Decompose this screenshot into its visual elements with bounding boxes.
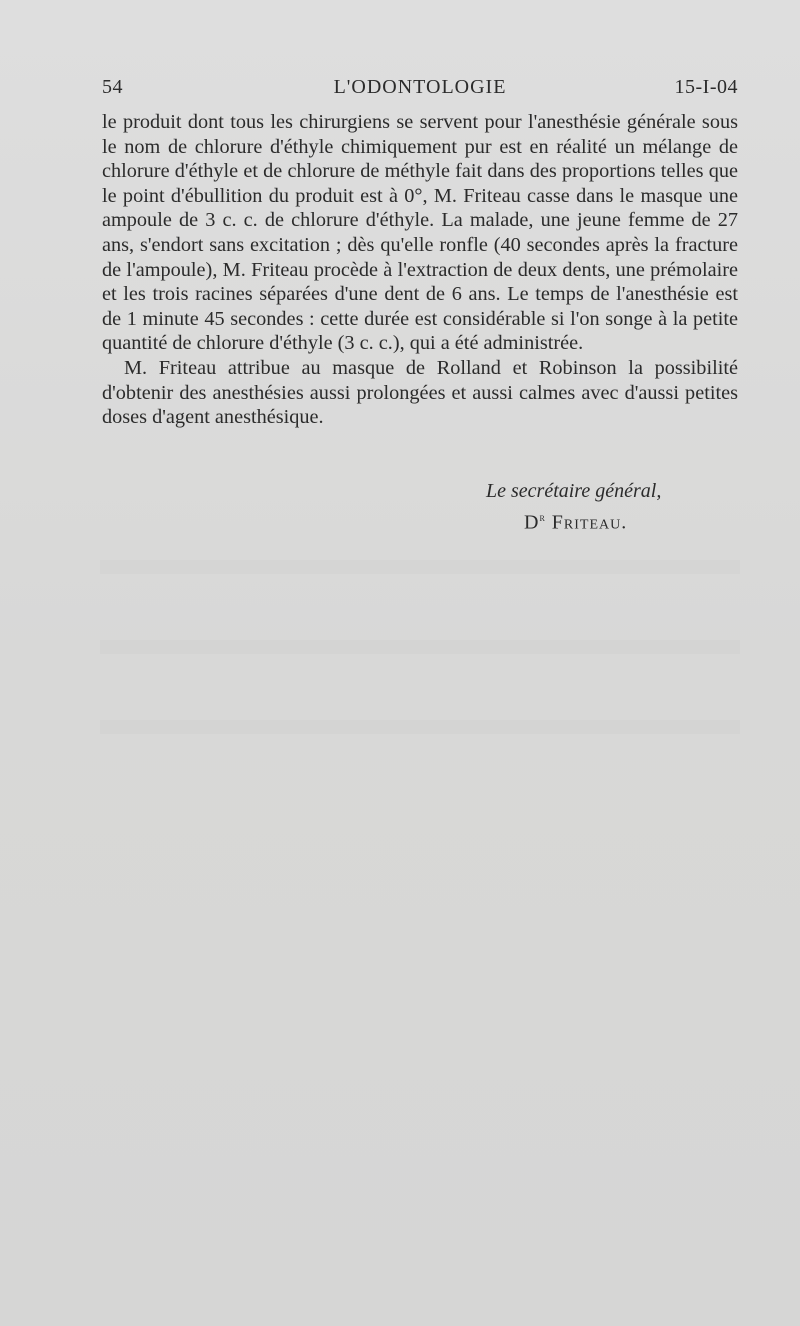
article-body [102,110,738,430]
bleed-through-shadow [100,640,740,654]
signature-surname: Friteau. [551,511,628,534]
issue-date: 15-I-04 [674,76,738,98]
paragraph-2: M. Friteau attribue au masque de Rolland et Robinson la possibilité d'obtenir des anesthésies aussi prolongées et aussi calmes avec d'aussi petites doses d'agent anesthésique. [102,356,738,429]
signature-block [480,478,740,536]
signature-name [524,504,740,536]
paragraph-1: le produit dont tous les chirurgiens se servent pour l'anesthésie générale sous le nom de chlorure d'éthyle chimiquement pur est en réalité un mélange de chlorure d'éthyle et de chlorure de méthyle fait dans des proportions telles que le point d'ébullition du produit est à 0°, M. Friteau casse dans le masque une ampoule de 3 c. c. de chlorure d'éthyle. La malade, une jeune femme de 27 ans, s'endort sans excitation ; dès qu'elle ronfle (40 secondes après la fracture de l'ampoule), M. Friteau procède à l'extraction de deux dents, une prémolaire et les trois racines séparées d'une dent de 6 ans. Le temps de l'anesthésie est de 1 minute 45 secondes : cette durée est considérable si l'on songe à la petite quantité de chlorure d'éthyle (3 c. c.), qui a été administrée. [102,111,738,355]
signature-name-prefix-sup: r [539,510,546,524]
bleed-through-shadow [100,720,740,734]
bleed-through-shadow [100,560,740,574]
running-header [102,76,738,102]
signature-name-prefix: D [524,511,540,534]
page-number: 54 [102,76,123,98]
signature-role: Le secrétaire général, [486,480,662,502]
journal-title: L'ODONTOLOGIE [333,76,507,98]
